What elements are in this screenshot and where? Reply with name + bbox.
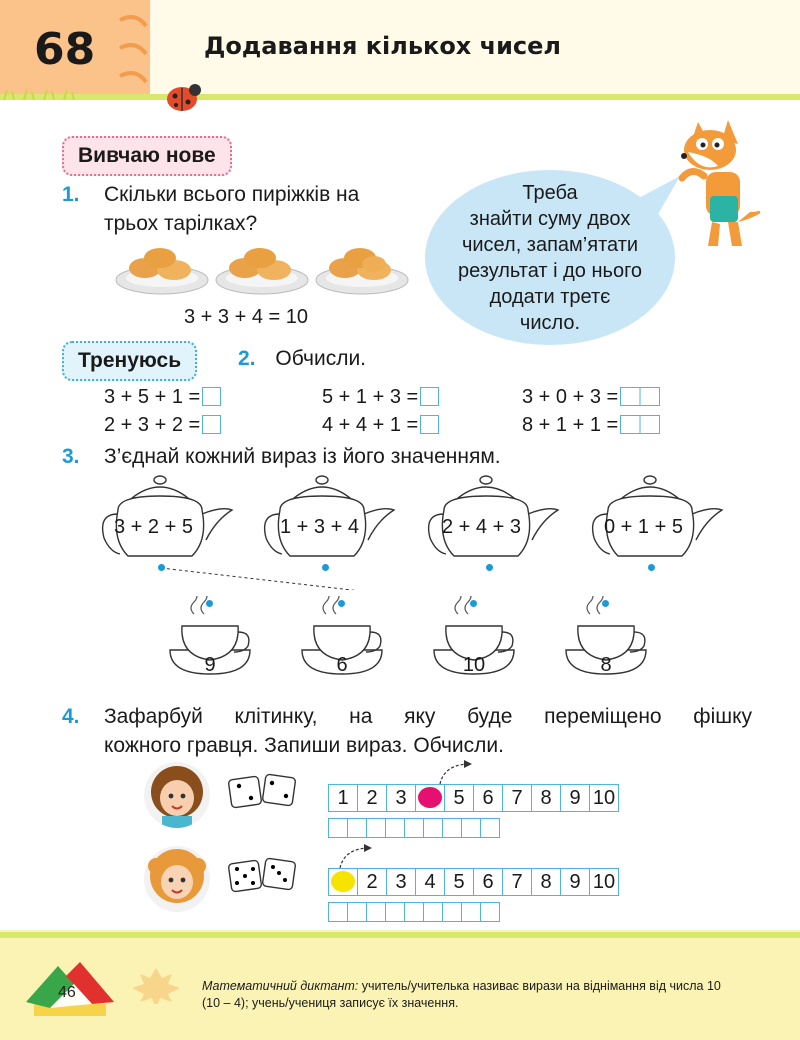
task-4-header xyxy=(62,702,752,757)
expression-text: 5 + 1 + 3 = xyxy=(322,386,419,408)
dice-icon xyxy=(226,772,300,812)
expression-5 xyxy=(522,386,660,409)
chip-pink xyxy=(418,787,442,808)
expression-text: 3 + 0 + 3 = xyxy=(522,386,619,408)
answer-cell[interactable] xyxy=(462,903,481,921)
track-cell[interactable]: 6 xyxy=(474,869,503,895)
connection-dot[interactable] xyxy=(648,564,655,571)
speech-bubble xyxy=(425,170,675,345)
answer-cell[interactable] xyxy=(481,819,499,837)
grass-border-bottom xyxy=(0,924,800,944)
bubble-line-3: чисел, запам’ятати xyxy=(461,233,639,256)
answer-cell[interactable] xyxy=(424,819,443,837)
task-number: 2. xyxy=(238,347,256,370)
answer-cell[interactable] xyxy=(386,903,405,921)
answer-cell[interactable] xyxy=(367,903,386,921)
footer-note xyxy=(202,978,722,1012)
expression-2 xyxy=(104,414,221,437)
answer-cell[interactable] xyxy=(348,903,367,921)
answer-row-2 xyxy=(328,902,500,922)
track-cell[interactable]: 9 xyxy=(561,869,590,895)
cups-outline xyxy=(0,596,800,688)
teapot-expression: 0 + 1 + 5 xyxy=(604,516,683,538)
task-number: 1. xyxy=(62,183,80,206)
cup-value: 6 xyxy=(336,654,348,676)
cup-value: 10 xyxy=(462,654,486,676)
task-number: 4. xyxy=(62,705,80,728)
answer-box[interactable] xyxy=(202,387,221,406)
teapot-expression: 1 + 3 + 4 xyxy=(280,516,359,538)
track-cell[interactable]: 5 xyxy=(445,785,474,811)
answer-cell[interactable] xyxy=(348,819,367,837)
task-2-header xyxy=(238,344,366,373)
answer-cell[interactable] xyxy=(329,819,348,837)
expression-4 xyxy=(322,414,439,437)
expression-text: 3 + 5 + 1 = xyxy=(104,386,201,408)
connection-dot[interactable] xyxy=(602,600,609,607)
player-girl-avatar xyxy=(144,846,210,912)
bubble-line-2: знайти суму двох xyxy=(469,207,631,230)
track-cell[interactable]: 10 xyxy=(592,871,616,893)
bubble-line-1: Треба xyxy=(522,181,578,204)
footer-note-text: учитель/учителька називає вирази на віднімання від числа 10 (10 – 4); учень/учениця записує їх значення. xyxy=(202,979,721,1010)
answer-box[interactable] xyxy=(420,387,439,406)
track-cell[interactable]: 2 xyxy=(358,869,387,895)
connection-dot[interactable] xyxy=(322,564,329,571)
answer-box[interactable] xyxy=(202,415,221,434)
track-cell[interactable]: 8 xyxy=(532,869,561,895)
connection-dot[interactable] xyxy=(470,600,477,607)
answer-cell[interactable] xyxy=(424,903,443,921)
expression-text: 2 + 3 + 2 = xyxy=(104,414,201,436)
answer-row-1 xyxy=(328,818,500,838)
connection-dot[interactable] xyxy=(206,600,213,607)
connection-dot[interactable] xyxy=(338,600,345,607)
section-tag-learn: Вивчаю нове xyxy=(62,136,232,176)
answer-cell[interactable] xyxy=(443,903,462,921)
answer-cell[interactable] xyxy=(481,903,499,921)
answer-cell[interactable] xyxy=(462,819,481,837)
answer-box-two-digit[interactable] xyxy=(620,387,660,406)
expression-1 xyxy=(104,386,221,409)
game-track-1 xyxy=(328,784,619,812)
plates-with-pies xyxy=(112,236,412,302)
lesson-number: 68 xyxy=(34,24,96,75)
track-cell[interactable]: 10 xyxy=(592,787,616,809)
task-1-equation: 3 + 3 + 4 = 10 xyxy=(184,306,308,328)
task-1-text-line1: Скільки всього пиріжків на xyxy=(104,183,360,206)
task-1-text-line2: трьох тарілках? xyxy=(104,212,258,235)
track-cell[interactable]: 8 xyxy=(532,785,561,811)
player-boy-avatar xyxy=(144,762,210,828)
track-cell[interactable]: 7 xyxy=(503,869,532,895)
dice-icon xyxy=(226,856,300,896)
task-2-text: Обчисли. xyxy=(275,347,367,370)
teapot-expression: 2 + 4 + 3 xyxy=(442,516,521,538)
track-cell[interactable]: 9 xyxy=(561,785,590,811)
task-4-text-line2: кожного гравця. Запиши вираз. Обчисли. xyxy=(104,734,504,757)
bubble-line-4: результат і до нього xyxy=(457,259,643,282)
cup-value: 9 xyxy=(204,654,216,676)
move-arrow-icon xyxy=(336,840,376,870)
track-cell[interactable]: 4 xyxy=(416,869,445,895)
expression-text: 4 + 4 + 1 = xyxy=(322,414,419,436)
track-cell[interactable]: 5 xyxy=(445,869,474,895)
answer-cell[interactable] xyxy=(405,819,424,837)
lesson-title: Додавання кількох чисел xyxy=(204,32,562,60)
answer-cell[interactable] xyxy=(386,819,405,837)
cup-value: 8 xyxy=(600,654,612,676)
teapot-expression: 3 + 2 + 5 xyxy=(114,516,193,538)
expression-3 xyxy=(322,386,439,409)
maple-leaf-icon xyxy=(128,964,184,1004)
track-cell[interactable]: 3 xyxy=(387,785,416,811)
bubble-line-6: число. xyxy=(519,311,581,334)
connection-dot[interactable] xyxy=(486,564,493,571)
footer-note-label: Математичний диктант: xyxy=(202,979,359,993)
track-cell[interactable]: 1 xyxy=(329,785,358,811)
track-cell[interactable]: 2 xyxy=(358,785,387,811)
track-cell[interactable]: 3 xyxy=(387,869,416,895)
grass-border-top xyxy=(0,86,800,106)
section-tag-practice: Тренуюсь xyxy=(62,341,197,381)
chip-yellow xyxy=(331,871,355,892)
move-arrow-icon xyxy=(436,756,476,786)
answer-box[interactable] xyxy=(420,415,439,434)
task-3-header xyxy=(62,442,501,471)
expression-text: 8 + 1 + 1 = xyxy=(522,414,619,436)
task-number: 3. xyxy=(62,445,80,468)
answer-cell[interactable] xyxy=(367,819,386,837)
task-3-text: З’єднай кожний вираз із його значенням. xyxy=(104,445,501,468)
track-cell-chip[interactable] xyxy=(416,785,445,811)
track-cell[interactable]: 7 xyxy=(503,785,532,811)
answer-cell[interactable] xyxy=(405,903,424,921)
answer-cell[interactable] xyxy=(329,903,348,921)
track-cell-chip[interactable] xyxy=(329,869,358,895)
page-number: 46 xyxy=(58,984,76,1001)
answer-box-two-digit[interactable] xyxy=(620,415,660,434)
task-4-text-line1: Зафарбуй клітинку, на яку буде переміщено фішку xyxy=(104,705,752,728)
task-1 xyxy=(62,180,422,235)
bubble-line-5: додати третє xyxy=(489,285,611,308)
answer-cell[interactable] xyxy=(443,819,462,837)
expression-6 xyxy=(522,414,660,437)
game-track-2 xyxy=(328,868,619,896)
decorative-curls xyxy=(110,8,170,88)
ladybug-icon xyxy=(162,80,204,114)
track-cell[interactable]: 6 xyxy=(474,785,503,811)
connection-dot[interactable] xyxy=(158,564,165,571)
fox-character-icon xyxy=(668,112,786,252)
